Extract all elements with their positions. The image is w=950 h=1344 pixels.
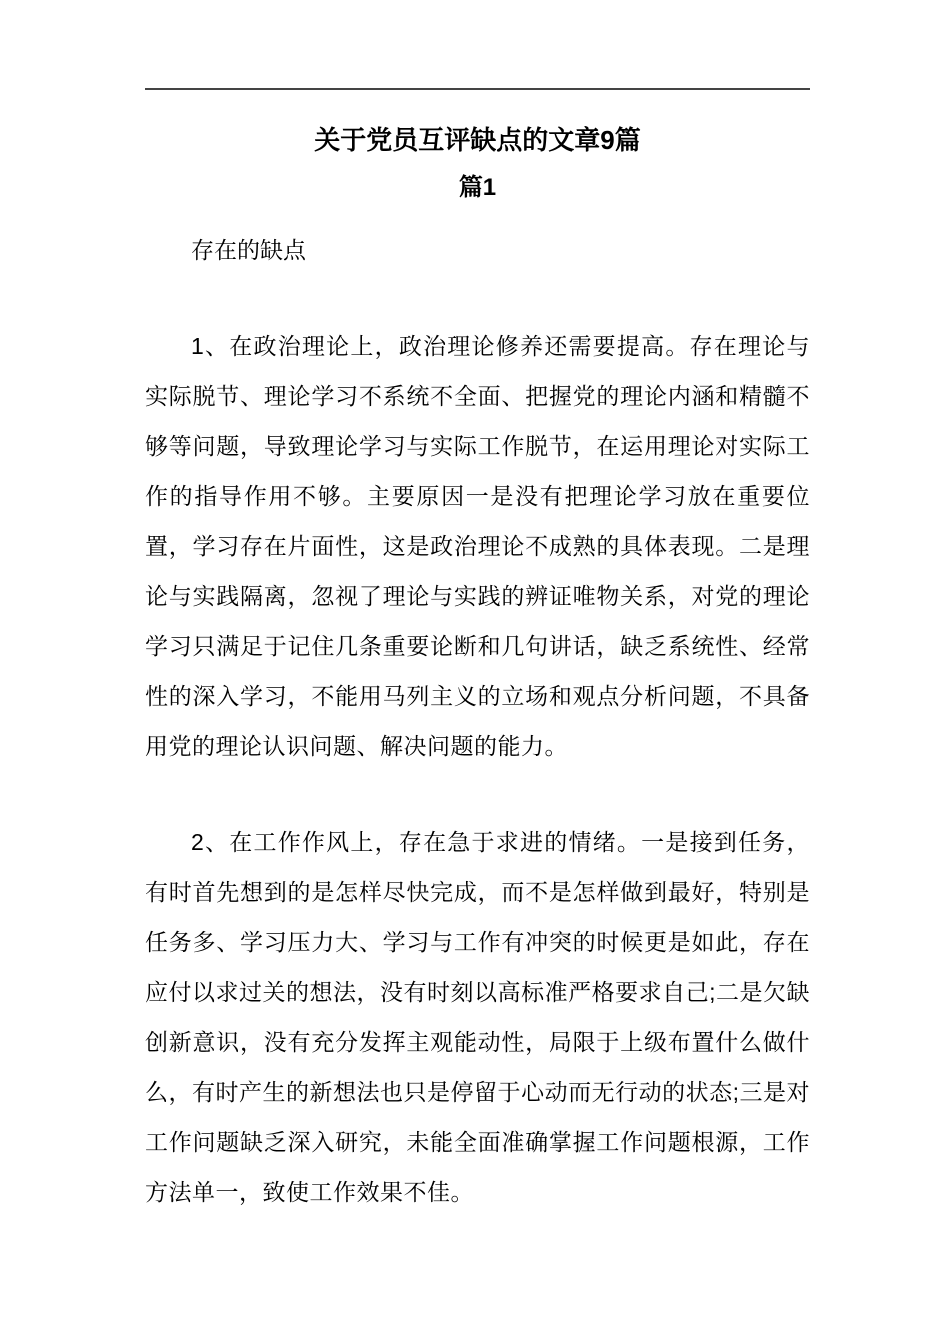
- paragraph-1: 1、在政治理论上，政治理论修养还需要提高。存在理论与实际脱节、理论学习不系统不全面、把握党的理论内涵和精髓不够等问题，导致理论学习与实际工作脱节，在运用理论对实际工作的指导作用不够。主要原因一是没有把理论学习放在重要位置，学习存在片面性，这是政治理论不成熟的具体表现。二是理论与实践隔离，忽视了理论与实践的辨证唯物关系，对党的理论学习只满足于记住几条重要论断和几句讲话，缺乏系统性、经常性的深入学习，不能用马列主义的立场和观点分析问题，不具备用党的理论认识问题、解决问题的能力。: [145, 332, 810, 759]
- header-divider: [145, 88, 810, 90]
- subheading: 存在的缺点: [191, 236, 306, 263]
- page-title: 关于党员互评缺点的文章9篇: [314, 125, 641, 155]
- section-title: 篇1: [458, 173, 497, 201]
- paragraph-2: 2、在工作作风上，存在急于求进的情绪。一是接到任务，有时首先想到的是怎样尽快完成，而不是怎样做到最好，特别是任务多、学习压力大、学习与工作有冲突的时候更是如此，存在应付以求过关的想法，没有时刻以高标准严格要求自己;二是欠缺创新意识，没有充分发挥主观能动性，局限于上级布置什么做什么，有时产生的新想法也只是停留于心动而无行动的状态;三是对工作问题缺乏深入研究，未能全面准确掌握工作问题根源，工作方法单一，致使工作效果不佳。: [145, 828, 810, 1205]
